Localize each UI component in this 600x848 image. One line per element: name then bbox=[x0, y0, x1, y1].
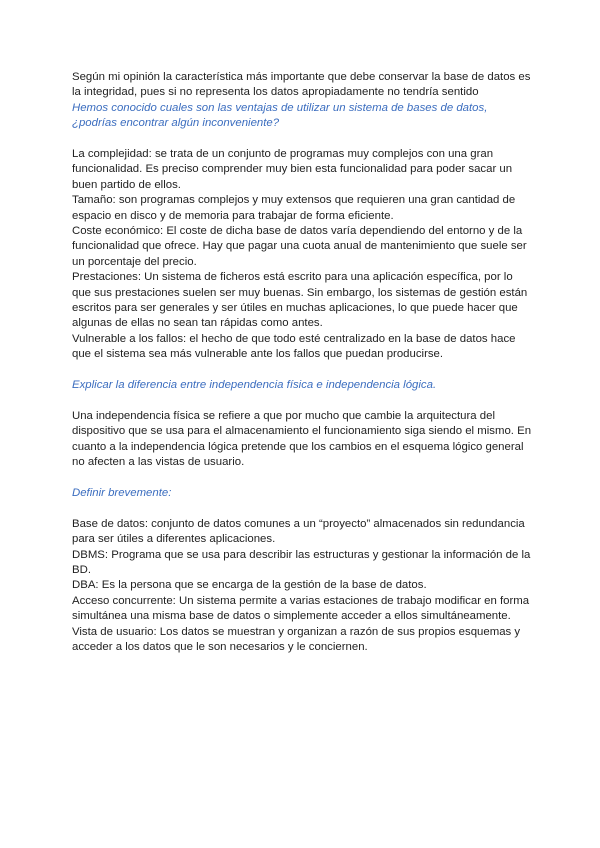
inconvenientes-list bbox=[72, 147, 532, 363]
inconveniente-complejidad: La complejidad: se trata de un conjunto de programas muy complejos con una gran funcionalidad. Es preciso comprender muy bien esta funcionalidad para poder sacar un buen partido de ellos. bbox=[72, 148, 513, 191]
definicion-acceso-concurrente: Acceso concurrente: Un sistema permite a varias estaciones de trabajo modificar en forma simultánea una misma base de datos o simplemente acceder a ellos simultáneamente. bbox=[72, 594, 530, 623]
question-definir: Definir brevemente: bbox=[72, 486, 172, 499]
document-page bbox=[72, 70, 532, 655]
question-independencia: Explicar la diferencia entre independencia física e independencia lógica. bbox=[72, 379, 437, 392]
definicion-vista-de-usuario: Vista de usuario: Los datos se muestran y organizan a razón de sus propios esquemas y acceder a los datos que le son necesarios y le conciernen. bbox=[72, 625, 521, 653]
inconveniente-tamano: Tamaño: son programas complejos y muy extensos que requieren una gran cantidad de espacio en disco y de memoria para trabajar de forma eficiente. bbox=[72, 194, 516, 222]
question-inconvenientes: Hemos conocido cuales son las ventajas de utilizar un sistema de bases de datos, ¿podrías encontrar algún inconveniente? bbox=[72, 101, 488, 130]
definicion-dbms: DBMS: Programa que se usa para describir las estructuras y gestionar la información de la BD. bbox=[72, 548, 531, 576]
independencia-paragraph: Una independencia física se refiere a que por mucho que cambie la arquitectura del dispositivo que se usa para el almacenamiento el funcionamiento siga siendo el mismo. En cuanto a la independencia lógica pretende que los cambios en el esquema lógico general no afecten a las vistas de usuario. bbox=[72, 409, 532, 469]
intro-paragraph: Según mi opinión la característica más importante que debe conservar la base de datos es la integridad, pues si no representa los datos apropiadamente no tendría sentido bbox=[72, 71, 531, 99]
inconveniente-prestaciones: Prestaciones: Un sistema de ficheros está escrito para una aplicación específica, por lo que sus prestaciones suelen ser muy buenas. Sin embargo, los sistemas de gestión están escritos para ser generales y ser útiles en muchas aplicaciones, lo que puede hacer que algunas de ellas no sean tan rápidas como antes. bbox=[72, 271, 528, 330]
definicion-base-de-datos: Base de datos: conjunto de datos comunes a un “proyecto” almacenados sin redundancia para ser útiles a diferentes aplicaciones. bbox=[72, 517, 525, 546]
inconveniente-vulnerable: Vulnerable a los fallos: el hecho de que todo esté centralizado en la base de datos hace que el sistema sea más vulnerable ante los fallos que puedan producirse. bbox=[72, 332, 516, 361]
definiciones-list bbox=[72, 517, 532, 656]
definicion-dba: DBA: Es la persona que se encarga de la gestión de la base de datos. bbox=[72, 579, 427, 592]
inconveniente-coste: Coste económico: El coste de dicha base de datos varía dependiendo del entorno y de la funcionalidad que ofrece. Hay que pagar una cuota anual de mantenimiento que suele ser un porcentaje del precio. bbox=[72, 225, 527, 268]
